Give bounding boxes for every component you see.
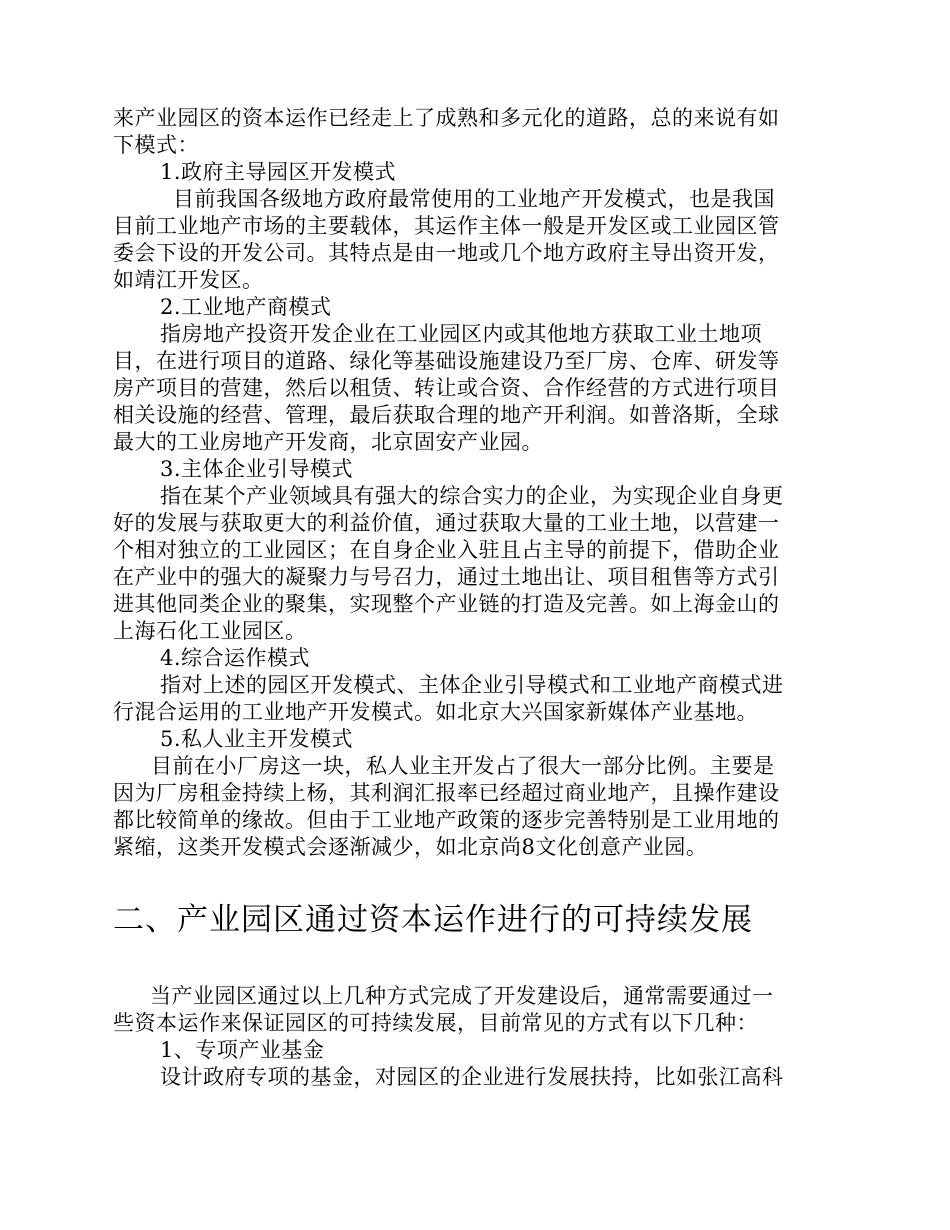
mode2-body-line-4: 相关设施的经营、管理，最后获取合理的地产开利润。如普洛斯，全球 (113, 403, 780, 427)
mode1-title: 1.政府主导园区开发模式 (160, 160, 397, 184)
section2-intro-line-1: 当产业园区通过以上几种方式完成了开发建设后，通常需要通过一 (150, 984, 774, 1008)
item1-title: 1、专项产业基金 (160, 1038, 325, 1062)
mode4-title: 4.综合运作模式 (160, 646, 311, 670)
mode5-body-line-1: 目前在小厂房这一块，私人业主开发占了很大一部分比例。主要是 (151, 754, 775, 778)
mode4-body-line-2: 行混合运用的工业地产开发模式。如北京大兴国家新媒体产业基地。 (113, 700, 758, 724)
mode2-body-line-3: 房产项目的营建，然后以租赁、转让或合资、合作经营的方式进行项目 (113, 376, 780, 400)
mode3-body-line-3: 个相对独立的工业园区；在自身企业入驻且占主导的前提下，借助企业 (113, 538, 780, 562)
section-heading: 二、产业园区通过资本运作进行的可持续发展 (113, 902, 753, 938)
mode5-body-line-4: 紧缩，这类开发模式会逐渐减少，如北京尚8文化创意产业园。 (113, 835, 708, 859)
mode2-body-line-2: 目，在进行项目的道路、绿化等基础设施建设乃至厂房、仓库、研发等 (113, 349, 780, 373)
mode5-title: 5.私人业主开发模式 (160, 727, 354, 751)
mode5-body-line-3: 都比较简单的缘故。但由于工业地产政策的逐步完善特别是工业用地的 (113, 808, 780, 832)
mode3-title: 3.主体企业引导模式 (160, 457, 354, 481)
intro-line-2: 下模式： (113, 133, 199, 157)
mode2-body-line-1: 指房地产投资开发企业在工业园区内或其他地方获取工业土地项 (160, 322, 762, 346)
section2-intro-line-2: 些资本运作来保证园区的可持续发展，目前常见的方式有以下几种： (113, 1011, 758, 1035)
mode1-body-line-1: 目前我国各级地方政府最常使用的工业地产开发模式，也是我国 (173, 187, 775, 211)
item1-body-line-1: 设计政府专项的基金，对园区的企业进行发展扶持，比如张江高科 (160, 1065, 784, 1089)
intro-line-1: 来产业园区的资本运作已经走上了成熟和多元化的道路，总的来说有如 (113, 106, 780, 130)
mode2-title: 2.工业地产商模式 (160, 295, 332, 319)
mode4-body-line-1: 指对上述的园区开发模式、主体企业引导模式和工业地产商模式进 (160, 673, 784, 697)
mode1-body-line-3: 委会下设的开发公司。其特点是由一地或几个地方政府主导出资开发， (113, 241, 780, 265)
mode3-body-line-6: 上海石化工业园区。 (113, 619, 307, 643)
mode3-body-line-4: 在产业中的强大的凝聚力与号召力，通过土地出让、项目租售等方式引 (113, 565, 780, 589)
mode3-body-line-1: 指在某个产业领域具有强大的综合实力的企业，为实现企业自身更 (160, 484, 784, 508)
mode2-body-line-5: 最大的工业房地产开发商，北京固安产业园。 (113, 430, 543, 454)
mode1-body-line-4: 如靖江开发区。 (113, 268, 264, 292)
mode1-body-line-2: 目前工业地产市场的主要载体，其运作主体一般是开发区或工业园区管 (113, 214, 780, 238)
mode3-body-line-5: 进其他同类企业的聚集，实现整个产业链的打造及完善。如上海金山的 (113, 592, 780, 616)
mode3-body-line-2: 好的发展与获取更大的利益价值，通过获取大量的工业土地，以营建一 (113, 511, 780, 535)
mode5-body-line-2: 因为厂房租金持续上杨，其利润汇报率已经超过商业地产，且操作建设 (113, 781, 780, 805)
